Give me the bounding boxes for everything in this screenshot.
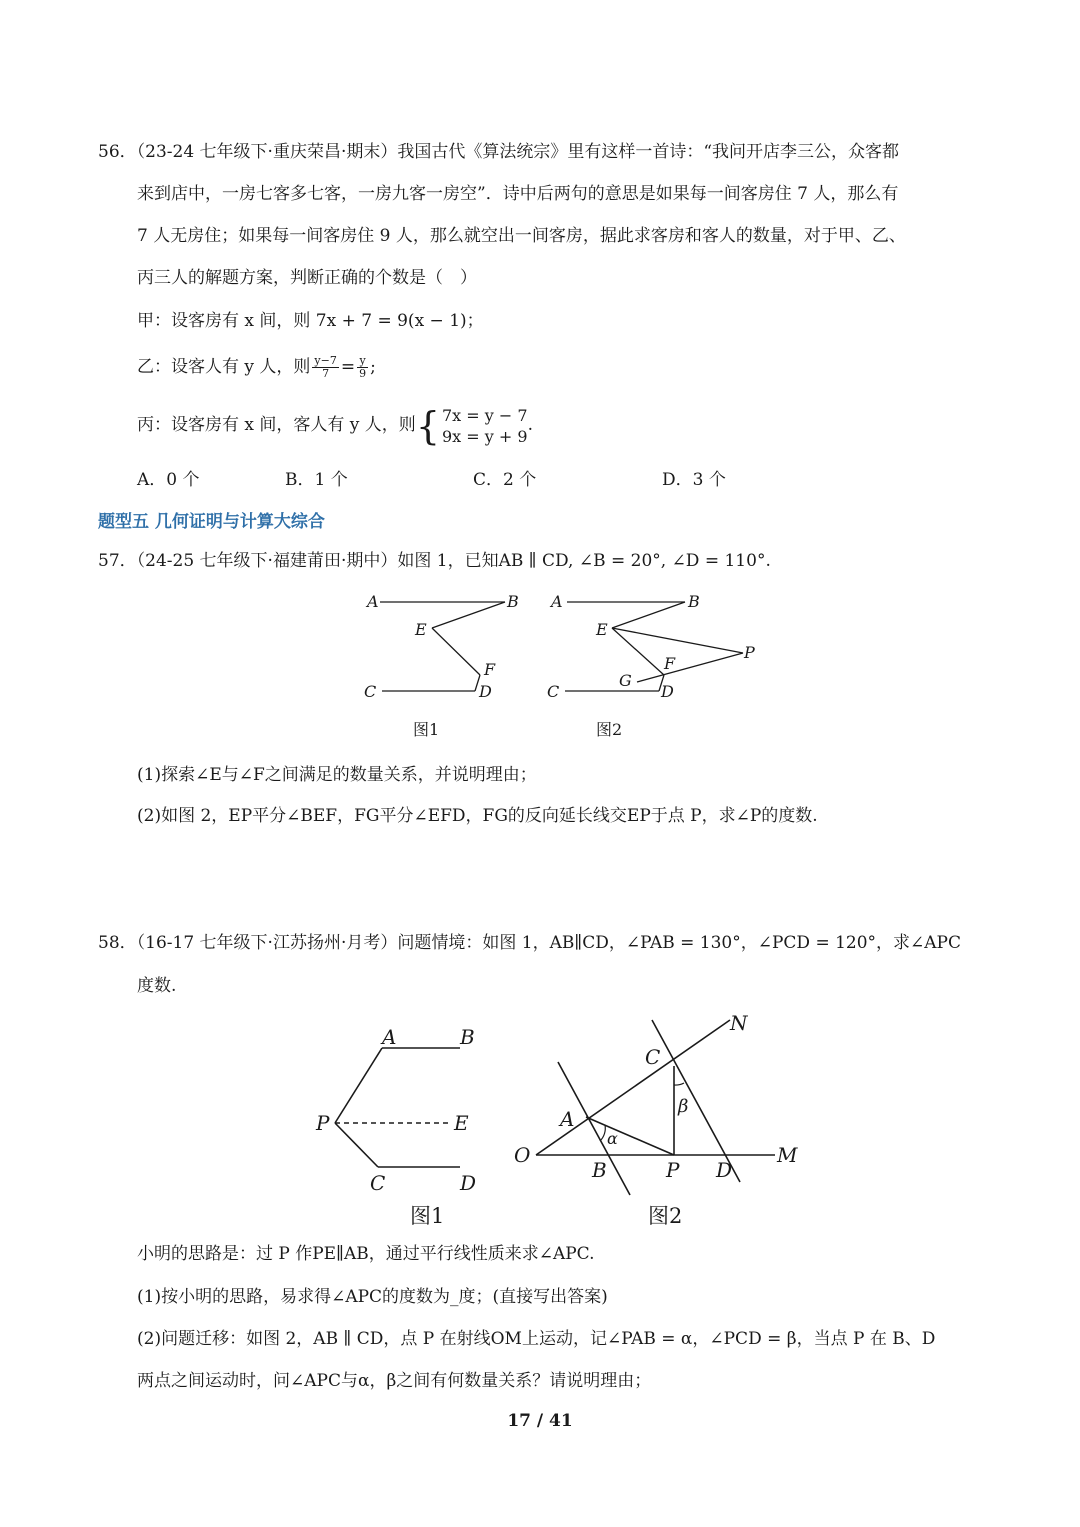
fig2-label-c: C [547, 682, 560, 701]
fig1-label-e: E [415, 620, 427, 639]
q58f1-label-a: A [382, 1025, 397, 1049]
q58-figure-1 [335, 1048, 460, 1167]
fig1-label-d: D [479, 682, 492, 701]
q58-line-3: 小明的思路是：过 P 作PE∥AB，通过平行线性质来求∠APC. [137, 1244, 595, 1264]
q56-line-3: 7 人无房住；如果每一间客房住 9 人，那么就空出一间客房，据此求客房和客人的数量，对于甲、乙、 [137, 226, 906, 246]
fig2-label-a: A [551, 592, 563, 611]
q57-figure-2-labels [547, 592, 755, 701]
q58-part-1: (1)按小明的思路，易求得∠APC的度数为_度；(直接写出答案) [137, 1287, 608, 1307]
section-title: 题型五 几何证明与计算大综合 [98, 512, 325, 532]
q58f2-ray-on [536, 1020, 730, 1155]
q58f2-label-d: D [716, 1158, 733, 1182]
bing-eq-2: 9x = y + 9 [442, 426, 528, 446]
q58f2-label-a: A [560, 1107, 575, 1131]
bing-eq-1: 7x = y − 7 [442, 405, 528, 425]
yi-end: ; [370, 357, 376, 377]
q58f2-label-alpha: α [607, 1129, 618, 1148]
fig1-line-ef [432, 628, 480, 675]
yi-frac1-den: 7 [322, 367, 330, 380]
q56-choice-b: B．1 个 [285, 470, 348, 490]
fig2-line-ef [612, 628, 664, 675]
yi-prefix: 乙：设客人有 y 人，则 [137, 357, 311, 377]
page-number: 17 / 41 [507, 1411, 573, 1431]
q58f2-label-b: B [592, 1158, 607, 1182]
fig2-label-g: G [619, 671, 632, 690]
q58-fig1-caption: 图1 [410, 1204, 445, 1228]
fig2-label-f: F [664, 654, 676, 673]
q56-line-1: 56．（23-24 七年级下·重庆荣昌·期末）我国古代《算法统宗》里有这样一首诗：“我问开店李三公，众客都 [98, 142, 900, 162]
q56-choice-a: A．0 个 [137, 470, 200, 490]
q58-part-2a: (2)问题迁移：如图 2，AB ∥ CD，点 P 在射线OM上运动，记∠PAB = α，∠PCD = β，当点 P 在 B、D [137, 1329, 936, 1349]
q58f1-line-pc [335, 1123, 378, 1167]
fig1-label-b: B [507, 592, 519, 611]
yi-fraction-2 [357, 355, 368, 380]
q58f2-label-o: O [514, 1143, 531, 1167]
q58f1-label-d: D [460, 1171, 477, 1195]
yi-frac2-num: y [357, 355, 368, 368]
q57-part-1: (1)探索∠E与∠F之间满足的数量关系，并说明理由； [137, 765, 537, 785]
q58f2-arc-beta [674, 1083, 684, 1085]
q57-fig1-caption: 图1 [413, 720, 440, 739]
fig1-line-be [432, 602, 505, 628]
q58-figures [300, 1000, 820, 1200]
q57-line-1: 57．（24-25 七年级下·福建莆田·期中）如图 1，已知AB ∥ CD, ∠B = 20°, ∠D = 110°. [98, 551, 771, 571]
q58f2-label-beta: β [678, 1096, 689, 1117]
yi-frac2-den: 9 [359, 367, 367, 380]
q56-option-jia: 甲：设客房有 x 间，则 7x + 7 = 9(x − 1)； [137, 311, 484, 331]
fig2-line-ep [612, 628, 743, 653]
q58f1-line-ap [335, 1048, 382, 1123]
fig2-label-p: P [744, 643, 755, 662]
bing-prefix: 丙：设客房有 x 间，客人有 y 人，则 [137, 415, 416, 435]
q56-choice-c: C．2 个 [473, 470, 537, 490]
fig2-label-e: E [596, 620, 608, 639]
yi-frac1-num: y−7 [314, 354, 337, 367]
brace-icon: { [415, 403, 440, 448]
q58-figure-1-labels [315, 1025, 476, 1195]
q58f2-label-m: M [777, 1143, 798, 1167]
fig2-label-d: D [661, 682, 674, 701]
q58f1-label-e: E [454, 1111, 469, 1135]
q56-line-2: 来到店中，一房七客多七客，一房九客一房空”．诗中后两句的意思是如果每一间客房住 7 人，那么有 [137, 184, 899, 204]
q56-option-yi [137, 355, 376, 380]
fig2-line-be [612, 602, 685, 628]
bing-end: . [527, 415, 533, 435]
q58-line-1: 58．（16-17 七年级下·江苏扬州·月考）问题情境：如图 1，AB∥CD，∠PAB = 130°，∠PCD = 120°，求∠APC [98, 933, 962, 953]
q58f1-label-p: P [316, 1111, 330, 1135]
q58-figure-2-labels [514, 1011, 798, 1182]
q58f1-label-c: C [370, 1171, 386, 1195]
q58f2-label-n: N [730, 1011, 748, 1035]
q57-figure-2 [565, 602, 743, 691]
q58-fig2-caption: 图2 [648, 1204, 683, 1228]
q56-choice-d: D．3 个 [662, 470, 726, 490]
q58f2-label-p: P [666, 1158, 680, 1182]
fig1-label-f: F [484, 660, 496, 679]
q58f2-arc-alpha [600, 1125, 605, 1141]
q57-figure-1-labels [364, 592, 519, 701]
q58f2-label-c: C [645, 1045, 661, 1069]
q58-line-2: 度数. [137, 976, 177, 996]
yi-equals: = [340, 357, 356, 377]
q57-fig2-caption: 图2 [596, 720, 623, 739]
fig2-line-pg [637, 653, 743, 682]
q56-line-4: 丙三人的解题方案，判断正确的个数是（ ） [137, 268, 477, 288]
fig1-label-a: A [367, 592, 379, 611]
fig2-label-b: B [688, 592, 700, 611]
q56-option-bing [137, 402, 533, 448]
q58f2-line-ap [586, 1117, 674, 1155]
yi-fraction-1 [312, 355, 338, 380]
q57-part-2: (2)如图 2，EP平分∠BEF，FG平分∠EFD，FG的反向延长线交EP于点 P，求∠P的度数. [137, 806, 818, 826]
bing-system [442, 405, 528, 447]
fig1-label-c: C [364, 682, 377, 701]
q58-part-2b: 两点之间运动时，问∠APC与α，β之间有何数量关系？请说明理由； [137, 1371, 652, 1391]
q58f1-label-b: B [460, 1025, 475, 1049]
